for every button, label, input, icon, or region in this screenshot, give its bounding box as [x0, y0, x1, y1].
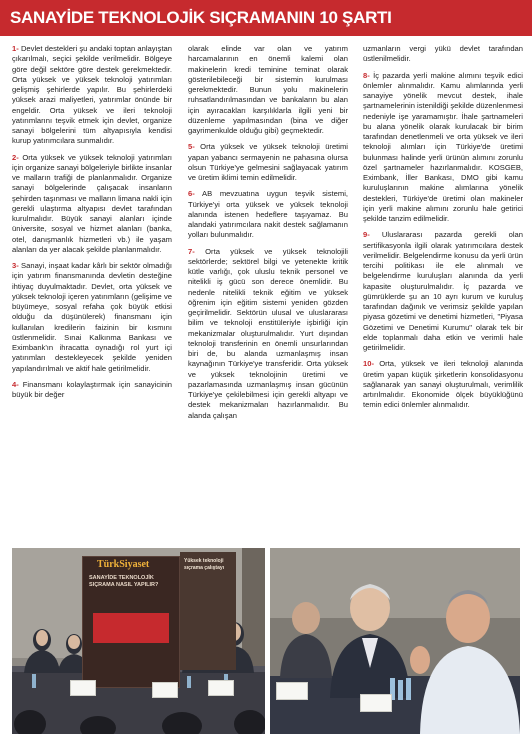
paragraph-text: Devlet destekleri şu andaki toptan anlayıştan çıkarılmalı, seçici şekilde verilmelidir. Bölgeye göre değil sektöre göre destek gerekmektedir. Orta yüksek ve yüksek teknoloji yatırımları gelişmiş şehirlerde yapılır. Bu şehirlerdeki yüksek arazi maliyetleri, yatırımlar önünde bir engeldir. Orta yüksek ve ileri teknoloji yatırımlarını teşvik etmek için devlet, organize sanayi bölgelerini tüm altyapısıyla kendisi kurup yatırımcılara sunmalıdır.	[12, 44, 172, 146]
paragraph-text: AB mevzuatına uygun teşvik sistemi, Türkiye'yi orta yüksek ve yüksek teknoloji alanında istenen hedeflere taşıyamaz. Bu alandaki yatırımcılara nakit destek sağlamanın yolları bulunmalıdır.	[188, 189, 348, 240]
item-number: 3-	[12, 261, 19, 270]
article-paragraph	[188, 142, 348, 183]
item-number: 2-	[12, 152, 19, 162]
panel-discussion-photo	[12, 548, 265, 734]
item-number: 4-	[12, 379, 19, 389]
text-column-1	[12, 44, 172, 544]
text-column-3	[363, 44, 523, 544]
item-number: 5-	[188, 142, 195, 152]
paragraph-text: Orta yüksek ve yüksek teknoloji üretimi yapan yabancı sermayenin ne pahasına olursa olsun Türkiye'ye gelmesini sağlayacak yatırım ve üretim iklimi temin edilmelidir.	[188, 142, 348, 182]
paragraph-text: Sanayi, inşaat kadar kârlı bir sektör olmadığı için yatırım finansmanında devletin desteğine ihtiyaç duyulmaktadır. Devlet, orta yüksek ve yüksek teknoloji içeren yatırımların (gelişime ve büyümeye, sosyal refaha çok büyük etkisi olduğu da düşünülerek) finansmanı için kullanılan kredilerin faizinin bir kısmını üstlenmelidir. Sınai Kalkınma Bankası ve Eximbank'ın ihracatta oynadığı rol yurt içi yatırımları destekleyecek şekilde yeniden yapılandırılmalı ve aktif hale getirilmelidir.	[12, 261, 172, 373]
paragraph-text: Orta yüksek ve yüksek teknolojili sektörlerde; sektörel bilgi ve yetenekte kritik kütle varlığı, çok uluslu teknik personel ve nitelikli iş gücü son derece önemlidir. Bu nedenle nitelikli teknik eğitim ve yüksek öğrenim için eğitim sistemi yeniden gözden geçirilmelidir. Sektörün ulusal ve uluslararası bilim ve teknoloji enstitüleriyle işbirliği için mekanizmalar oluşturulmalıdır. Yurt dışından teknoloji transferinin en önemli unsurlarından biri de, bu alanda uzmanlaşmış insan kaynağının Türkiye'ye transferidir. Orta yüksek ve yüksek teknolojinin üretimi ve pazarlamasında uzmanlaşmış insan gücünün Türkiye'ye çekilebilmesi için gerekli altyapı ve destek mekanizmaları hazırlanmalıdır. Bu alanda çalışan	[188, 246, 348, 420]
text-column-2	[188, 44, 348, 544]
article-paragraph	[363, 230, 523, 353]
paragraph-text: Orta yüksek ve yüksek teknoloji yatırımları için organize sanayi bölgeleriyle birlikte insanlar ve malların trafiği de planlanmalıdır. Organize sanayi bölgelerinde çalışacak insanların şehirden taşınması ve malların limana nakli için gerekli ulaştırma altyapısı devlet tarafından kurulmalıdır. Büyük sanayi alanları içinde üniversite, sosyal ve hizmet alanları (banka, otel, danışmanlık hizmetleri vb.) ile yaşam alanları da yer alacak şekilde planlanmalıdır.	[12, 152, 172, 254]
item-number: 1-	[12, 44, 19, 53]
article-paragraph	[188, 44, 348, 136]
article-title: SANAYİDE TEKNOLOJİK SIÇRAMANIN 10 ŞARTI	[0, 0, 532, 36]
banner-red-block	[93, 613, 169, 643]
article-paragraph	[363, 71, 523, 225]
paragraph-text: Finansmanı kolaylaştırmak için sanayicinin büyük bir değer	[12, 379, 172, 399]
item-number: 6-	[188, 189, 195, 199]
article-paragraph	[12, 261, 172, 374]
wall-banner-text: Yüksek teknoloji sıçrama çalıştayı	[184, 558, 225, 571]
event-logo: TürkSiyaset	[97, 559, 150, 570]
wall-banner	[180, 552, 236, 670]
article-paragraph	[12, 153, 172, 256]
paragraph-text: uzmanların vergi yükü devlet tarafından üstlenilmelidir.	[363, 44, 523, 64]
nameplate	[276, 682, 308, 700]
item-number: 7-	[188, 246, 195, 256]
article-paragraph	[363, 359, 523, 410]
article-paragraph	[12, 44, 172, 147]
speakers-scene-illustration	[270, 548, 520, 734]
paragraph-text: Orta, yüksek ve ileri teknoloji alanında üretim yapan küçük şirketlerin konsolidasyonu sağlanarak yan sanayi oluşturulmalı, verimlilik artırılmalıdır. Ekonomide ölçek büyüklüğünü temin edici önlemler alınmalıdır.	[363, 359, 523, 410]
paragraph-text: olarak elinde var olan ve yatırım harcamalarının en önemli kalemi olan makinelerin kredi teminine teminat olarak gösterilebileceği bir sistemin kurulması gerekmektedir. Bunun yolu makinelerin ruhsatlandırılmasından ve bankaların bu alan için ayıracakları karşılıklarla ilgili yeni bir düzenleme yapılmasından (bina ve diğer gayrimenkulde olduğu gibi) geçmektedir.	[188, 44, 348, 135]
paragraph-text: Uluslararası pazarda gerekli olan sertifikasyonla ilgili olarak yatırımcılara destek verilmelidir. Belgelendirme konusu da yerli ürün tercihi politikası ile ele alınmalı ve belgelendirme kuruluşları alanında da yerli kapasite oluşturulmalıdır. İç pazarda ve gümrüklerde şu an 10 ayrı kurum ve kuruluş tarafından dağınık ve verimsiz şekilde yapılan piyasa gözetimi ve denetimi hizmetleri, "Piyasa Gözetimi ve Denetimi Kurumu" olarak tek bir elde toplanmalı daha etkin ve verimli hale getirilmelidir.	[363, 230, 523, 352]
item-number: 8-	[363, 70, 370, 80]
nameplate	[360, 694, 392, 712]
event-banner-text: SANAYİDE TEKNOLOJİK SIÇRAMA NASIL YAPILIR?	[89, 575, 159, 588]
nameplate	[208, 680, 234, 696]
nameplate	[70, 680, 96, 696]
nameplate	[152, 682, 178, 698]
article-paragraph	[188, 189, 348, 240]
article-paragraph	[363, 44, 523, 65]
paragraph-text: İç pazarda yerli makine alımını teşvik edici önlemler alınmalıdır. Kamu alımlarında yerli sanayiye yönelik mevcut destek, ihale şartnamelerinin istenildiği şekilde düzenlenmesi nedeniyle işe yaramamıştır. İhale şartnameleri bu alana yönelik olarak kurulacak bir birim tarafından denetlenmeli ve orta yüksek ve ileri teknoloji alımları için Türkiye'de üretimi bulunması halinde yerli ürünün alımını zorunlu özel şartnameler hazırlanmalıdır. KOSGEB, Eximbank, İller Bankası, DMO gibi kamu kuruluşlarının makine alımlarına yönelik destekleri, Türkiye'de üretimi olan makineler için yerli makine alımını zorunlu hale getirici şekilde tanzim edilmelidir.	[363, 70, 523, 223]
speakers-closeup-photo	[270, 548, 520, 734]
article-paragraph	[12, 380, 172, 401]
article-paragraph	[188, 247, 348, 421]
event-banner	[82, 556, 180, 688]
item-number: 10-	[363, 359, 374, 369]
item-number: 9-	[363, 230, 370, 240]
